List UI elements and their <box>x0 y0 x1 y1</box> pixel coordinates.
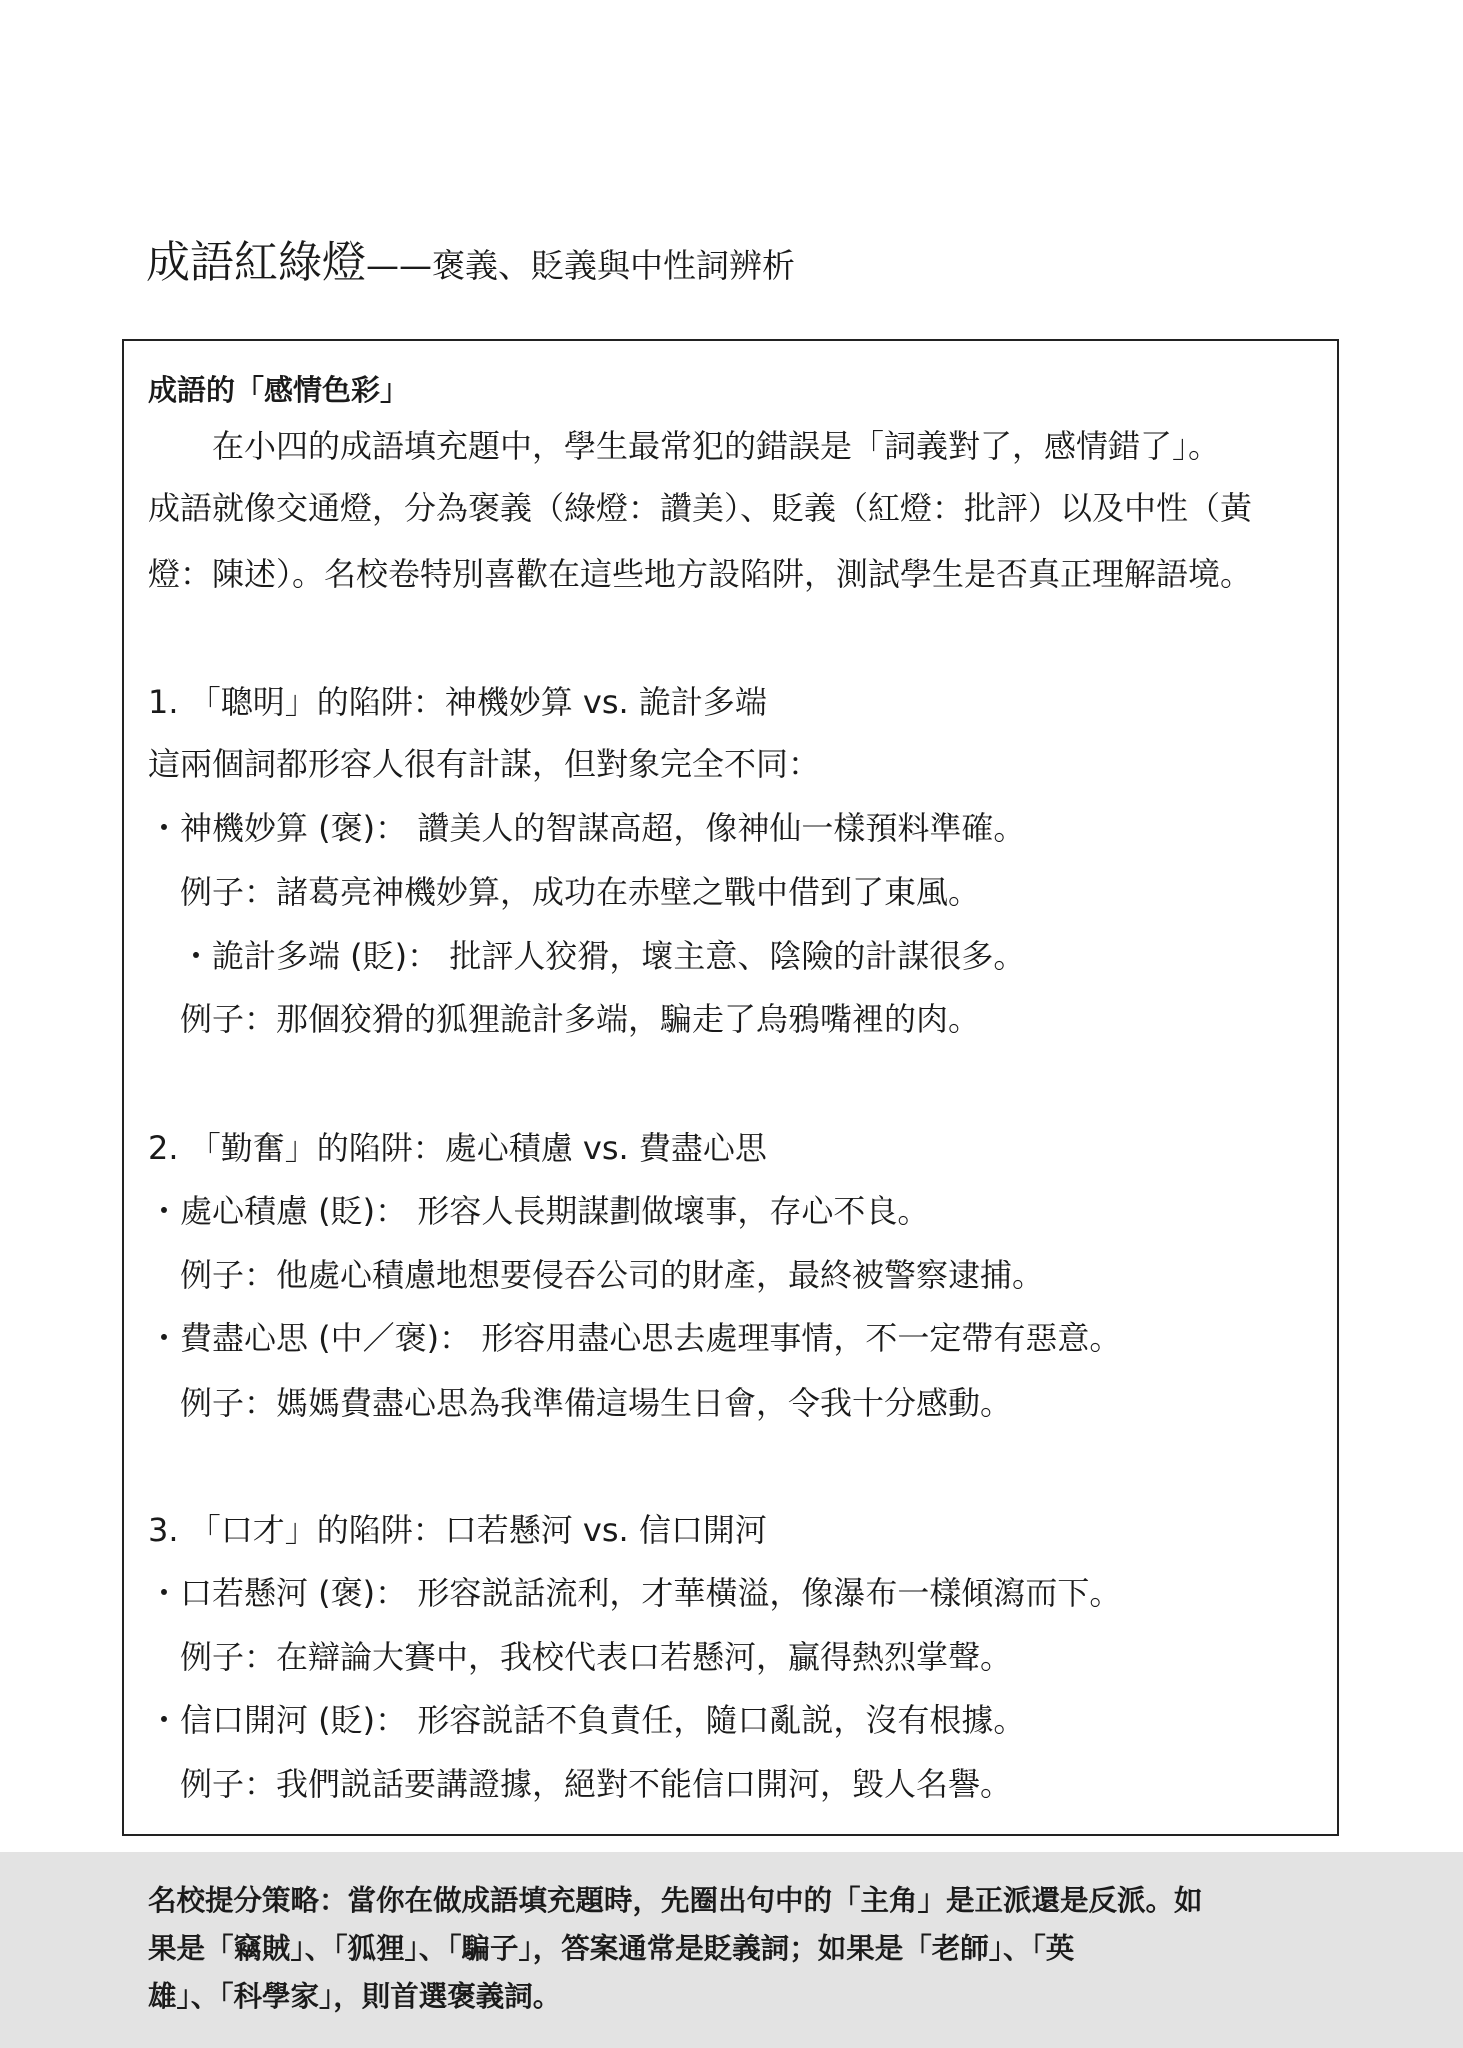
section-line: 這兩個詞都形容人很有計謀，但對象完全不同： <box>148 745 821 783</box>
intro-heading: 成語的「感情色彩」 <box>148 373 410 407</box>
section-line: 例子：諸葛亮神機妙算，成功在赤壁之戰中借到了東風。 <box>148 873 981 911</box>
section-line: 例子：我們説話要講證據，絕對不能信口開河，毀人名譽。 <box>148 1765 1013 1803</box>
page-title <box>146 226 795 290</box>
title-subtitle: 褒義、貶義與中性詞辨析 <box>432 246 795 285</box>
section-line: 例子：在辯論大賽中，我校代表口若懸河，贏得熱烈掌聲。 <box>148 1638 1013 1676</box>
strategy-line: 名校提分策略：當你在做成語填充題時，先圈出句中的「主角」是正派還是反派。如 <box>148 1884 1203 1917</box>
intro-line: 燈：陳述）。名校卷特別喜歡在這些地方設陷阱，測試學生是否真正理解語境。 <box>148 555 1253 593</box>
strategy-panel <box>0 1852 1463 2048</box>
section-heading: 2. 「勤奮」的陷阱：處心積慮 vs. 費盡心思 <box>148 1129 767 1167</box>
intro-line: 在小四的成語填充題中，學生最常犯的錯誤是「詞義對了，感情錯了」。 <box>148 427 1221 465</box>
title-main: 成語紅綠燈 <box>146 237 366 288</box>
section-line: ・神機妙算 (褒)： 讚美人的智謀高超，像神仙一樣預料準確。 <box>148 809 1026 847</box>
section-line: ・口若懸河 (褒)： 形容説話流利，才華橫溢，像瀑布一樣傾瀉而下。 <box>148 1574 1122 1612</box>
section-line: 例子：那個狡猾的狐狸詭計多端，騙走了烏鴉嘴裡的肉。 <box>148 1000 981 1038</box>
section-line: 例子：媽媽費盡心思為我準備這場生日會，令我十分感動。 <box>148 1384 1013 1422</box>
section-line: ・詭計多端 (貶)： 批評人狡猾，壞主意、陰險的計謀很多。 <box>148 937 1026 975</box>
strategy-line: 雄」、「科學家」，則首選褒義詞。 <box>148 1980 562 2013</box>
section-line: 例子：他處心積慮地想要侵吞公司的財產，最終被警察逮捕。 <box>148 1256 1045 1294</box>
strategy-line: 果是「竊賊」、「狐狸」、「騙子」，答案通常是貶義詞；如果是「老師」、「英 <box>148 1932 1075 1965</box>
section-line: ・信口開河 (貶)： 形容説話不負責任，隨口亂説，沒有根據。 <box>148 1701 1026 1739</box>
section-line: ・費盡心思 (中／褒)： 形容用盡心思去處理事情，不一定帶有惡意。 <box>148 1319 1122 1357</box>
intro-line: 成語就像交通燈，分為褒義（綠燈：讚美）、貶義（紅燈：批評）以及中性（黃 <box>148 489 1253 527</box>
section-line: ・處心積慮 (貶)： 形容人長期謀劃做壞事，存心不良。 <box>148 1192 930 1230</box>
section-heading: 1. 「聰明」的陷阱：神機妙算 vs. 詭計多端 <box>148 683 767 721</box>
title-dash: —— <box>366 246 432 285</box>
section-heading: 3. 「口才」的陷阱：口若懸河 vs. 信口開河 <box>148 1511 767 1549</box>
